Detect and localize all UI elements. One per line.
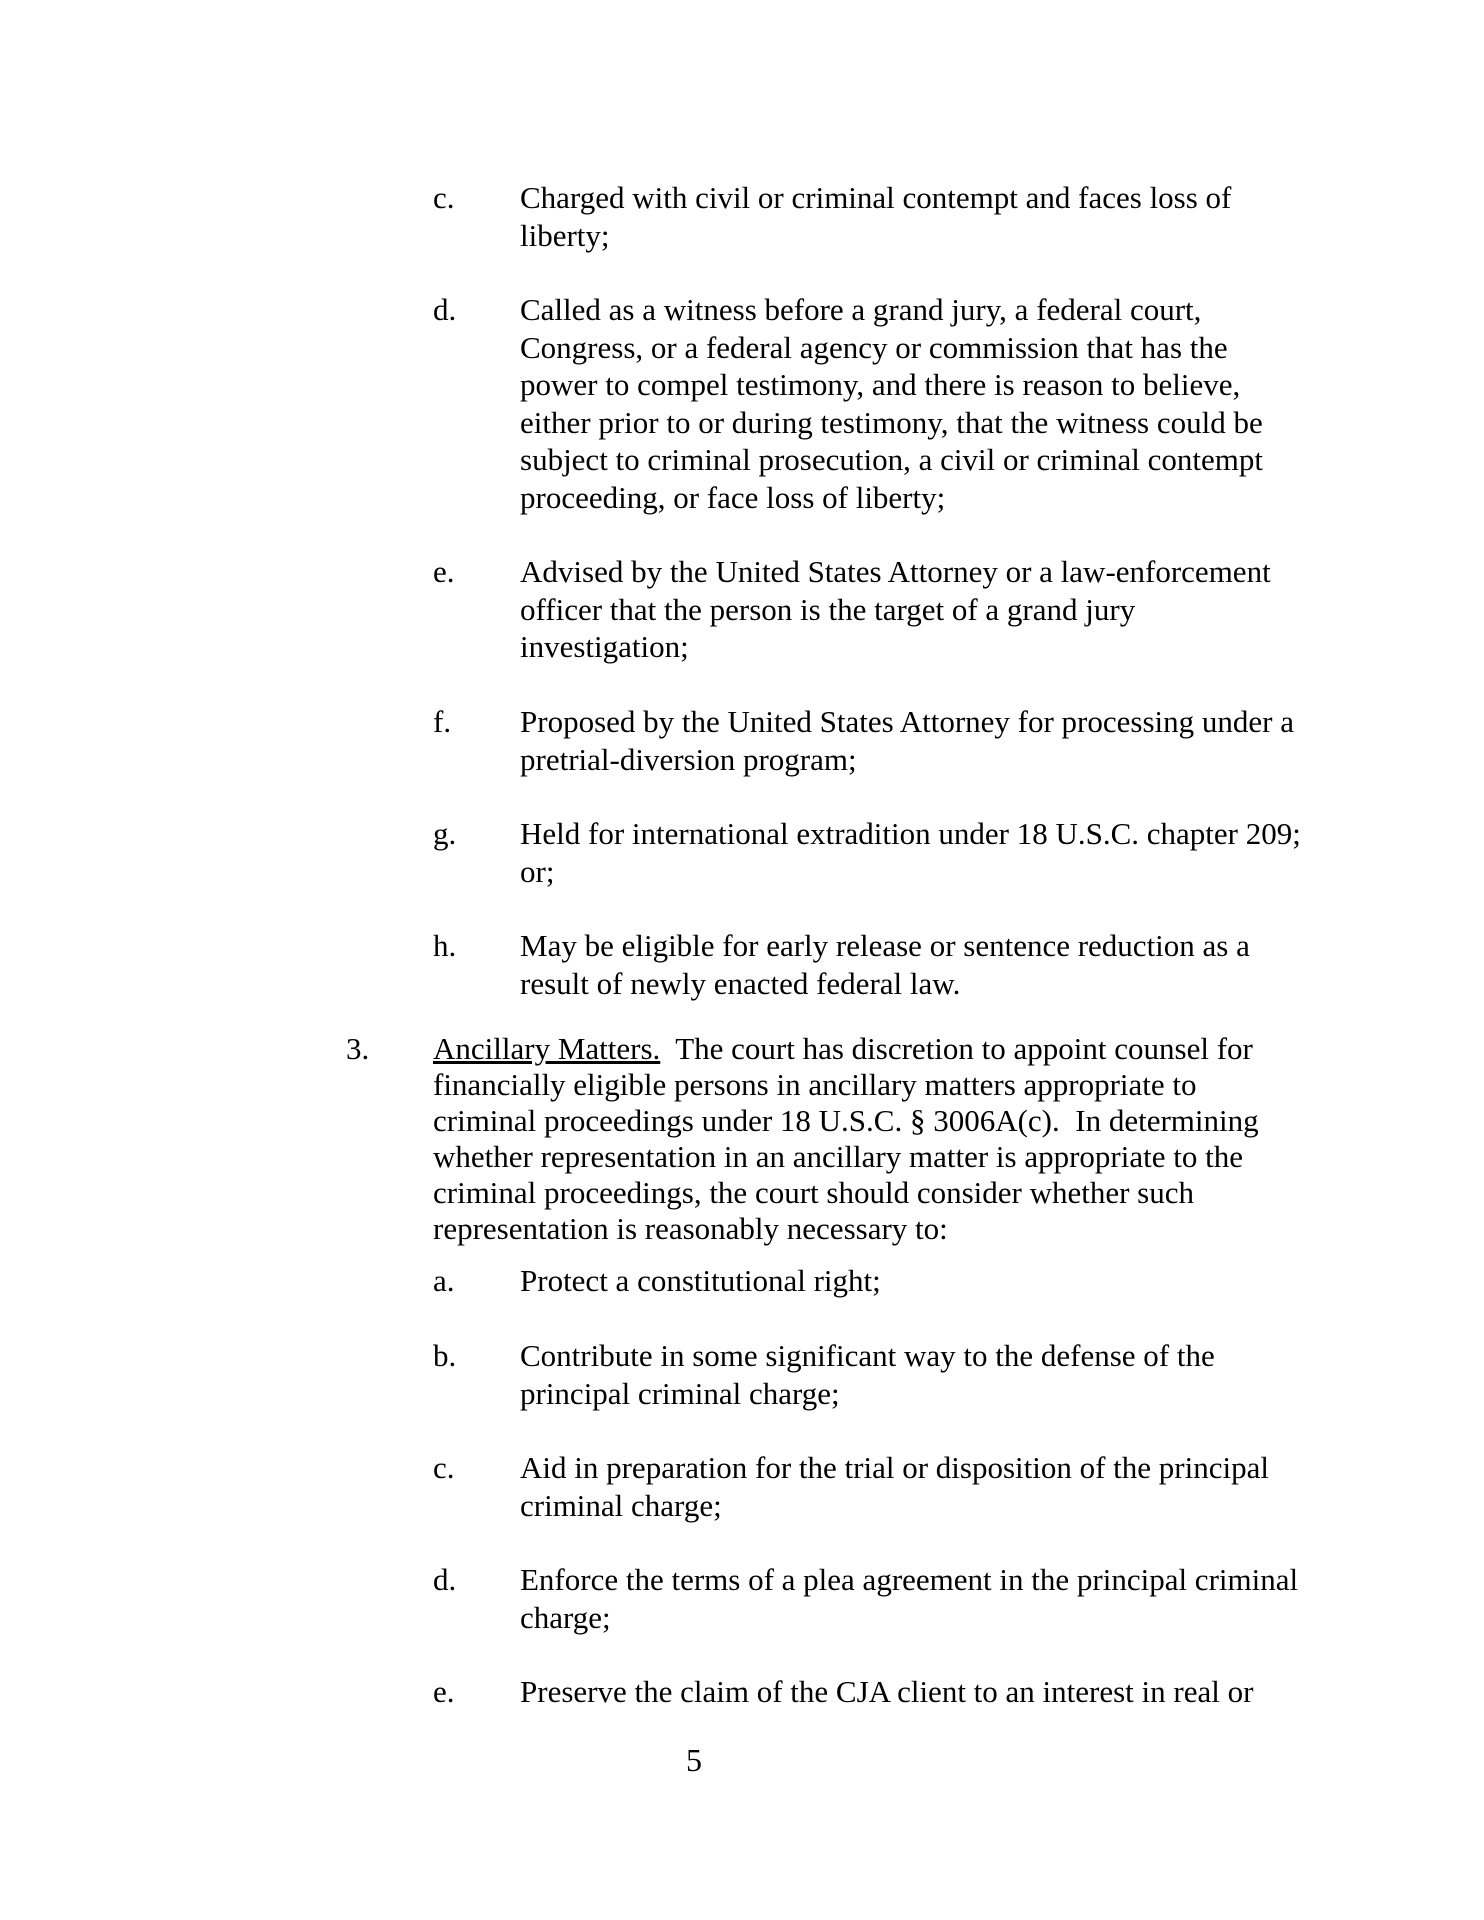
list-item-label: e. — [433, 554, 455, 589]
list-item-label: h. — [433, 928, 457, 963]
list-item-label: c. — [433, 180, 455, 215]
section-text: Ancillary Matters. The court has discretion to appoint counsel for financially eligible persons in ancillary matters appropriate to criminal proceedings under 18 U.S.C. § 3006A(c). In determining whether representation in an ancillary matter is appropriate to the criminal proceedings, the court should consider whether such representation is reasonably necessary to: — [433, 1031, 1259, 1246]
list-item-text: Held for international extradition under 18 U.S.C. chapter 209; or; — [520, 816, 1301, 889]
list-item-text: May be eligible for early release or sentence reduction as a result of newly enacted federal law. — [520, 928, 1250, 1001]
list-item-text: Aid in preparation for the trial or disposition of the principal criminal charge; — [520, 1450, 1269, 1523]
page-number: 5 — [686, 1742, 702, 1778]
list-item-label: f. — [433, 704, 452, 739]
list-item-label: d. — [433, 292, 457, 327]
list-item-text: Advised by the United States Attorney or a law-enforcement officer that the person is the target of a grand jury investigation; — [520, 554, 1271, 664]
list-item-text: Called as a witness before a grand jury, a federal court, Congress, or a federal agency or commission that has the power to compel testimony, and there is reason to believe, either prior to or during testimony, that the witness could be subject to criminal prosecution, a civil or criminal contempt proceeding, or face loss of liberty; — [520, 292, 1263, 515]
list-item-text: Proposed by the United States Attorney for processing under a pretrial-diversion program; — [520, 704, 1294, 777]
list-item-label: b. — [433, 1338, 457, 1373]
section-heading: Ancillary Matters. — [433, 1031, 661, 1066]
list-item-label: g. — [433, 816, 457, 851]
list-item-label: e. — [433, 1674, 455, 1709]
list-item-text: Preserve the claim of the CJA client to an interest in real or — [520, 1674, 1254, 1709]
list-item-label: a. — [433, 1263, 455, 1298]
list-item-label: c. — [433, 1450, 455, 1485]
list-item-label: d. — [433, 1562, 457, 1597]
list-item-text: Charged with civil or criminal contempt and faces loss of liberty; — [520, 180, 1232, 253]
section-number: 3. — [346, 1031, 370, 1066]
list-item-text: Contribute in some significant way to the defense of the principal criminal charge; — [520, 1338, 1215, 1411]
list-item-text: Protect a constitutional right; — [520, 1263, 881, 1298]
list-item-text: Enforce the terms of a plea agreement in the principal criminal charge; — [520, 1562, 1299, 1635]
